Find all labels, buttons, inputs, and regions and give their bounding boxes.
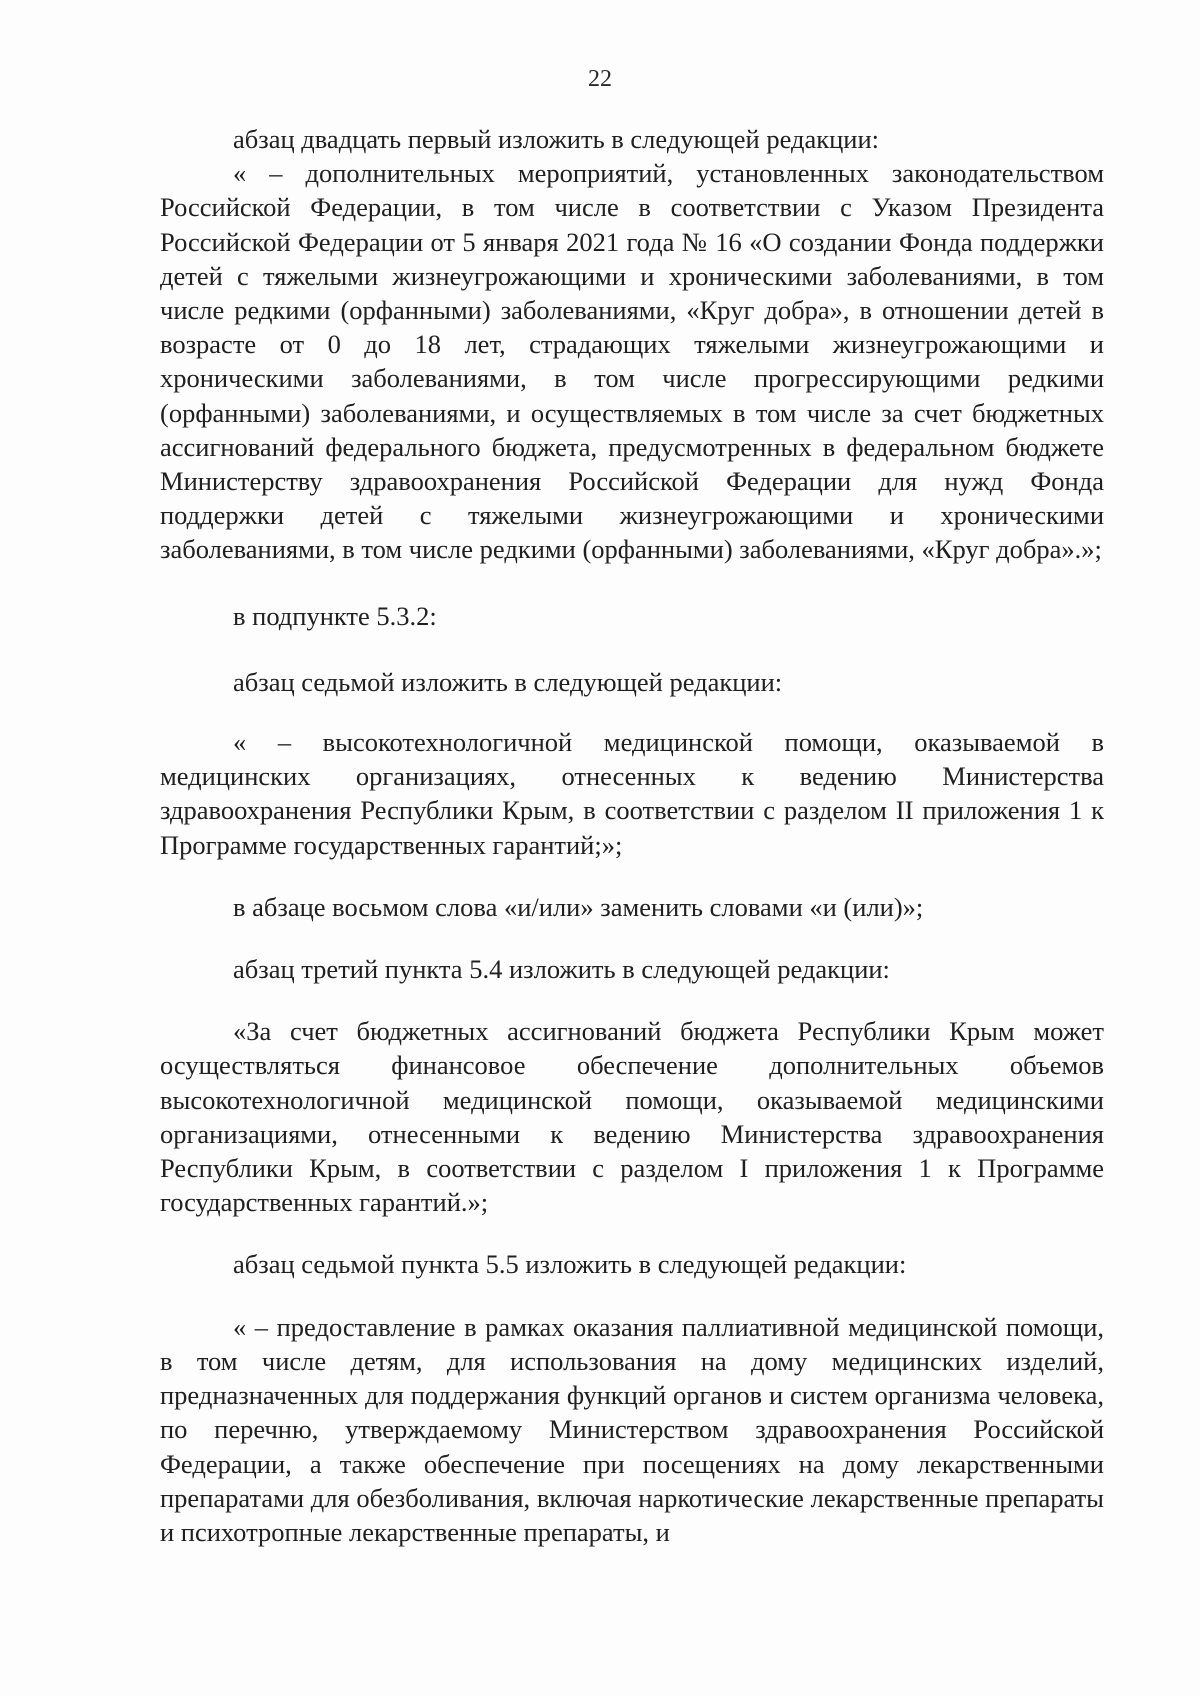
paragraph-intro-5-4: абзац третий пункта 5.4 изложить в следующей редакции: (233, 954, 890, 985)
document-body (160, 122, 1104, 1549)
paragraph-intro-seventh: абзац седьмой изложить в следующей редакции: (233, 666, 783, 697)
page-number: 22 (588, 66, 612, 92)
paragraph-eighth-replace: в абзаце восьмом слова «и/или» заменить словами «и (или)»; (233, 891, 924, 922)
paragraph-quote-budget-funding: «За счет бюджетных ассигнований бюджета Республики Крым может осуществляться финансовое обеспечение дополнительных объемов высокотехнологичной медицинской помощи, оказываемой медицинскими организациями, отнесенными к ведению Министерства здравоохранения Республики Крым, в соответствии с разделом I приложения 1 к Программе государственных гарантий.»; (160, 1016, 1104, 1218)
paragraph-quote-additional-measures: « – дополнительных мероприятий, установленных законодательством Российской Федерации, в том числе в соответствии с Указом Президента Российской Федерации от 5 января 2021 года № 16 «О создании Фонда поддержки детей с тяжелыми жизнеугрожающими и хроническими заболеваниями, в том числе редкими (орфанными) заболеваниями, «Круг добра», в отношении детей в возрасте от 0 до 18 лет, страдающих тяжелыми жизнеугрожающими и хроническими заболеваниями, в том числе прогрессирующими редкими (орфанными) заболеваниями, и осуществляемых в том числе за счет бюджетных ассигнований федерального бюджета, предусмотренных в федеральном бюджете Министерству здравоохранения Российской Федерации для нужд Фонда поддержки детей с тяжелыми жизнеугрожающими и хроническими заболеваниями, в том числе редкими (орфанными) заболеваниями, «Круг добра».»; (160, 158, 1104, 565)
paragraph-quote-palliative-care: « – предоставление в рамках оказания паллиативной медицинской помощи, в том числе детям, для использования на дому медицинских изделий, предназначенных для поддержания функций органов и систем организма человека, по перечню, утверждаемому Министерством здравоохранения Российской Федерации, а также обеспечение при посещениях на дому лекарственными препаратами для обезболивания, включая наркотические лекарственные препараты и психотропные лекарственные препараты, и (160, 1311, 1104, 1547)
paragraph-intro-5-5: абзац седьмой пункта 5.5 изложить в следующей редакции: (233, 1249, 907, 1280)
paragraph-quote-high-tech-care: « – высокотехнологичной медицинской помощи, оказываемой в медицинских организациях, отнесенных к ведению Министерства здравоохранения Республики Крым, в соответствии с разделом II приложения 1 к Программе государственных гарантий;»; (160, 727, 1104, 860)
paragraph-intro-21: абзац двадцать первый изложить в следующей редакции: (233, 124, 880, 154)
paragraph-subclause-5-3-2: в подпункте 5.3.2: (233, 600, 437, 631)
